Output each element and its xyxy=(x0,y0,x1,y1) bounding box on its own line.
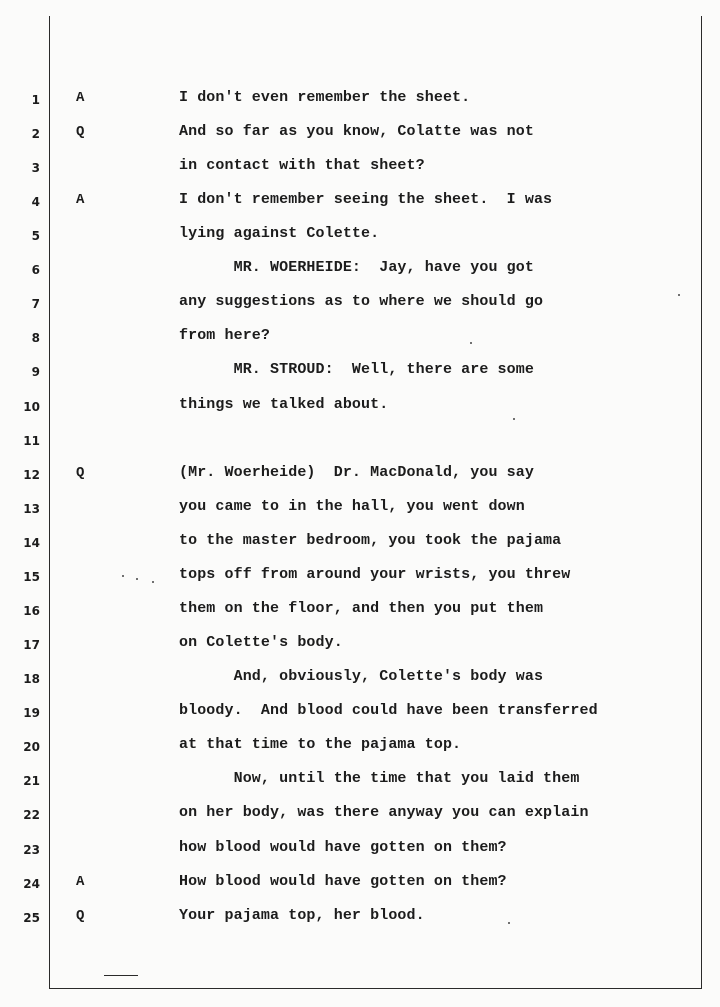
transcript-line xyxy=(0,804,720,835)
page-border-right xyxy=(701,16,702,988)
line-number: 10 xyxy=(23,400,40,414)
line-text: on Colette's body. xyxy=(179,634,343,651)
scan-speck xyxy=(136,578,138,580)
scan-speck xyxy=(513,418,515,420)
transcript-line xyxy=(0,396,720,427)
line-text: from here? xyxy=(179,327,271,344)
line-text: Your pajama top, her blood. xyxy=(179,907,425,924)
scan-speck xyxy=(152,581,154,583)
scan-speck xyxy=(470,342,472,344)
line-text: Now, until the time that you laid them xyxy=(179,770,580,787)
line-number: 22 xyxy=(23,808,40,822)
transcript-line xyxy=(0,907,720,938)
line-text: How blood would have gotten on them? xyxy=(179,873,507,890)
scan-speck xyxy=(678,294,680,296)
scan-speck xyxy=(508,922,510,924)
page-border-bottom xyxy=(49,988,702,989)
line-number: 6 xyxy=(31,263,40,277)
line-number: 20 xyxy=(23,740,40,754)
line-number: 25 xyxy=(23,911,40,925)
line-text: MR. WOERHEIDE: Jay, have you got xyxy=(179,259,534,276)
line-number: 7 xyxy=(31,297,40,311)
line-number: 21 xyxy=(23,774,40,788)
line-number: 1 xyxy=(31,93,40,107)
line-text: in contact with that sheet? xyxy=(179,157,425,174)
line-number: 8 xyxy=(31,331,40,345)
transcript-line xyxy=(0,293,720,324)
line-number: 12 xyxy=(23,468,40,482)
speaker-marker: A xyxy=(76,192,85,208)
line-number: 2 xyxy=(31,127,40,141)
transcript-line xyxy=(0,434,720,461)
transcript-line xyxy=(0,225,720,256)
transcript-line xyxy=(0,327,720,358)
line-number: 19 xyxy=(23,706,40,720)
transcript-line xyxy=(0,839,720,870)
transcript-line xyxy=(0,873,720,904)
transcript-line xyxy=(0,191,720,222)
transcript-line xyxy=(0,464,720,495)
transcript-line xyxy=(0,123,720,154)
transcript-line xyxy=(0,600,720,631)
transcript-line xyxy=(0,736,720,767)
line-text: And, obviously, Colette's body was xyxy=(179,668,544,685)
transcript-line xyxy=(0,634,720,665)
line-text: how blood would have gotten on them? xyxy=(179,839,507,856)
transcript-line xyxy=(0,770,720,801)
transcript-line xyxy=(0,668,720,699)
line-number: 15 xyxy=(23,570,40,584)
line-text: to the master bedroom, you took the pajama xyxy=(179,532,562,549)
line-text: MR. STROUD: Well, there are some xyxy=(179,361,534,378)
line-number: 13 xyxy=(23,502,40,516)
line-text: I don't even remember the sheet. xyxy=(179,89,471,106)
transcript-line xyxy=(0,259,720,290)
line-number: 9 xyxy=(31,365,40,379)
speaker-marker: A xyxy=(76,874,85,890)
line-number: 18 xyxy=(23,672,40,686)
speaker-marker: A xyxy=(76,90,85,106)
line-text: tops off from around your wrists, you threw xyxy=(179,566,571,583)
speaker-marker: Q xyxy=(76,465,85,481)
line-number: 11 xyxy=(23,434,40,448)
line-text: them on the floor, and then you put them xyxy=(179,600,544,617)
speaker-marker: Q xyxy=(76,908,85,924)
line-text: any suggestions as to where we should go xyxy=(179,293,544,310)
transcript-line xyxy=(0,361,720,392)
line-number: 14 xyxy=(23,536,40,550)
line-number: 3 xyxy=(31,161,40,175)
line-text: lying against Colette. xyxy=(179,225,380,242)
transcript-line xyxy=(0,532,720,563)
transcript-line xyxy=(0,157,720,188)
line-number: 4 xyxy=(31,195,40,209)
line-text: I don't remember seeing the sheet. I was xyxy=(179,191,553,208)
scan-speck xyxy=(122,575,124,577)
line-number: 24 xyxy=(23,877,40,891)
line-number: 17 xyxy=(23,638,40,652)
line-text: things we talked about. xyxy=(179,396,389,413)
page-border-left xyxy=(49,16,50,988)
transcript-line xyxy=(0,89,720,120)
transcript-line xyxy=(0,498,720,529)
transcript-line xyxy=(0,702,720,733)
footer-rule xyxy=(104,975,138,976)
transcript-line xyxy=(0,566,720,597)
line-text: (Mr. Woerheide) Dr. MacDonald, you say xyxy=(179,464,534,481)
line-text: on her body, was there anyway you can explain xyxy=(179,804,589,821)
line-number: 5 xyxy=(31,229,40,243)
line-number: 23 xyxy=(23,843,40,857)
line-text: at that time to the pajama top. xyxy=(179,736,462,753)
line-text: bloody. And blood could have been transferred xyxy=(179,702,598,719)
line-text: And so far as you know, Colatte was not xyxy=(179,123,534,140)
line-number: 16 xyxy=(23,604,40,618)
speaker-marker: Q xyxy=(76,124,85,140)
line-text: you came to in the hall, you went down xyxy=(179,498,525,515)
